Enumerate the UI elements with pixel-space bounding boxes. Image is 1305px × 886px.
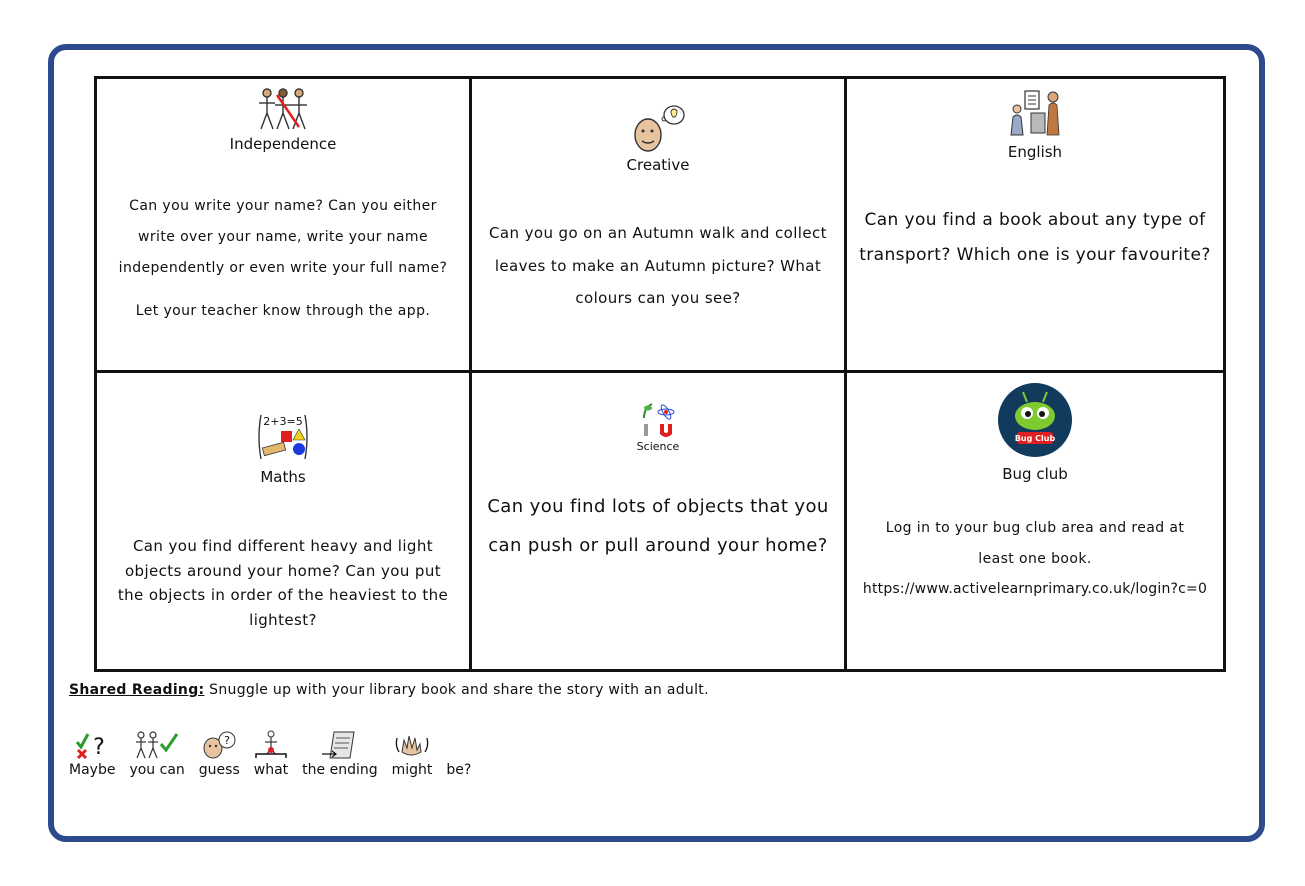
- symbol-label: you can: [129, 762, 185, 778]
- cell-bug-club: [847, 373, 1223, 669]
- independence-icon: [255, 87, 311, 133]
- symbol-label: be?: [446, 762, 472, 778]
- cell-body: [847, 203, 1223, 273]
- symbol-label: might: [391, 762, 433, 778]
- guess-icon: [202, 730, 236, 760]
- cell-creative: [472, 79, 847, 373]
- body-line: lightest?: [249, 610, 317, 629]
- cell-note: Let your teacher know through the app.: [135, 303, 431, 319]
- shared-reading-text: Snuggle up with your library book and share the story with an adult.: [204, 682, 709, 698]
- symbol-word: [69, 730, 115, 778]
- body-line: transport? Which one is your favourite?: [859, 245, 1211, 265]
- symbol-word: [392, 730, 433, 778]
- cell-body: [472, 487, 844, 565]
- body-line: the objects in order of the heaviest to the: [117, 586, 449, 604]
- maybe-icon: [75, 730, 109, 760]
- shared-reading: [69, 682, 709, 698]
- body-line: write over your name, write your name: [138, 229, 428, 245]
- cell-body: [97, 534, 469, 632]
- cell-maths: [97, 373, 472, 669]
- symbol-word: [199, 730, 240, 778]
- cell-title: Maths: [260, 468, 306, 486]
- what-icon: [254, 730, 288, 760]
- body-line: Can you find a book about any type of: [864, 210, 1206, 230]
- cell-title: Independence: [229, 135, 337, 153]
- body-line: leaves to make an Autumn picture? What: [494, 256, 822, 275]
- symbol-word: [446, 730, 471, 778]
- cell-independence: [97, 79, 472, 373]
- cell-body: [847, 513, 1223, 575]
- body-line: objects around your home? Can you put: [124, 561, 442, 580]
- cell-science: [472, 373, 847, 669]
- body-line: Can you find different heavy and light: [132, 537, 434, 555]
- symbol-label: Maybe: [69, 762, 116, 778]
- you-can-icon: [135, 730, 179, 760]
- body-line: Can you find lots of objects that you: [487, 496, 829, 517]
- body-line: least one book.: [978, 551, 1092, 567]
- cell-title: Science: [636, 440, 680, 453]
- body-line: colours can you see?: [575, 289, 741, 307]
- the-ending-icon: [320, 730, 360, 760]
- shared-reading-label: Shared Reading:: [69, 682, 205, 698]
- bug-club-link[interactable]: https://www.activelearnprimary.co.uk/login?c=0: [862, 581, 1208, 597]
- svg-text:?: ?: [224, 734, 231, 747]
- maths-icon-text: 2+3=5: [263, 415, 303, 428]
- bug-club-logo: [997, 382, 1073, 458]
- symbol-word: [129, 730, 184, 778]
- symbol-word: [302, 730, 377, 778]
- science-icon: [638, 400, 678, 438]
- english-icon: [1009, 89, 1061, 137]
- maths-icon: [255, 413, 311, 461]
- body-line: independently or even write your full name?: [118, 260, 448, 276]
- symbol-word: [254, 730, 288, 778]
- bug-club-logo-text: Bug Club: [1014, 434, 1056, 443]
- svg-text:?: ?: [93, 735, 106, 760]
- symbol-label: guess: [198, 762, 240, 778]
- body-line: can push or pull around your home?: [488, 535, 828, 556]
- cell-english: [847, 79, 1223, 373]
- body-line: Can you go on an Autumn walk and collect: [489, 224, 827, 242]
- cell-title: Bug club: [1002, 465, 1068, 483]
- cell-body: [97, 191, 469, 284]
- cell-title: English: [1007, 143, 1063, 161]
- creative-icon: [630, 105, 686, 153]
- symbol-sentence: [69, 730, 485, 778]
- cell-title: Creative: [626, 156, 690, 174]
- body-line: Can you write your name? Can you either: [129, 198, 437, 214]
- might-icon: [393, 730, 431, 760]
- activity-grid: [94, 76, 1226, 672]
- body-line: Log in to your bug club area and read at: [885, 520, 1185, 536]
- cell-body: [472, 217, 844, 315]
- symbol-label: the ending: [302, 762, 378, 778]
- symbol-label: what: [253, 762, 289, 778]
